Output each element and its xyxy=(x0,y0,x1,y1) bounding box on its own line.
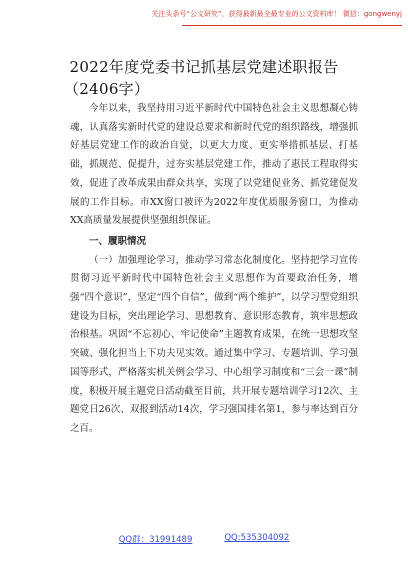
section-heading: 一、履职情况 xyxy=(89,235,147,247)
banner-rule xyxy=(182,25,402,26)
banner-text: 关注头条号“公文研究”，获得最新最全最专业的公文资料库！ 微信：gongwenyj xyxy=(151,10,402,18)
qq-link[interactable]: QQ:535304092 xyxy=(224,533,290,543)
intro-paragraph: 今年以来，我坚持用习近平新时代中国特色社会主义思想凝心铸魂，认真落实新时代党的建设总要求和新时代党的组织路线，增强抓好基层党建工作的政治自觉，以更大力度、更实举措抓基层、打基础，抓规范、促提升，过夯实基层党建工作，推动了惠民工程取得实效，促进了改革成果由群众共享，实现了以党建促业务、抓党建促发展的工作目标。市XX窗口被评为2022年度优质服务窗口，为推动XX高质量发展提供坚强组织保证。 xyxy=(70,103,358,227)
title-line-1: 2022年度党委书记抓基层党建述职报告 xyxy=(69,58,339,76)
footer-contacts xyxy=(0,533,408,553)
title-line-2: （2406字） xyxy=(64,80,150,98)
document-title xyxy=(20,56,388,100)
document-body xyxy=(70,100,358,439)
section-paragraph: （一）加强理论学习，推动学习常态化制度化。坚持把学习宣传贯彻习近平新时代中国特色社会主义思想作为首要政治任务，增强“四个意识”，坚定“四个自信”，做到“两个维护”，以学习型党组织建设为目标，突出理论学习、思想教育、意识形态教育，筑牢思想政治根基。巩固“不忘初心、牢记使命”主题教育成果，在统一思想攻坚突破、强化担当上下功夫见实效。通过集中学习、专题培训、学习强国等形式，严格落实机关例会学习、中心组学习制度和“三会一课”制度，积极开展主题党日活动截至目前，共开展专题培训学习12次、主题党日26次、双报到活动14次，学习强国排名第1，参与率达到百分之百。 xyxy=(70,254,358,434)
qq-group-link[interactable]: QQ群：31991489 xyxy=(118,535,193,545)
top-banner xyxy=(151,0,402,28)
